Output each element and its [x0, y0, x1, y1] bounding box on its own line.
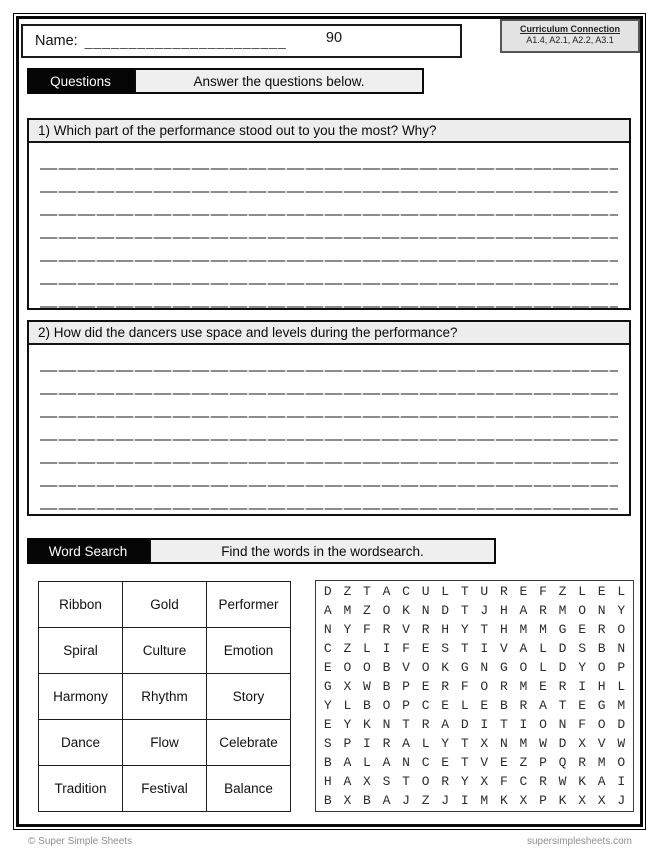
- grid-letter: O: [597, 717, 606, 732]
- grid-letter: I: [578, 679, 586, 694]
- grid-letter: L: [441, 584, 450, 599]
- grid-letter: J: [617, 793, 626, 808]
- grid-letter: K: [499, 793, 508, 808]
- grid-letter: N: [617, 641, 626, 656]
- grid-letter: B: [382, 679, 391, 694]
- grid-letter: O: [363, 660, 371, 675]
- grid-letter: X: [578, 793, 586, 808]
- grid-letter: R: [421, 622, 430, 637]
- grid-letter: Z: [558, 584, 567, 599]
- grid-letter: Y: [578, 660, 586, 675]
- question-1-box: [27, 118, 631, 310]
- grid-letter: L: [539, 641, 547, 656]
- grid-letter: O: [617, 755, 626, 770]
- wordsearch-grid-row: [318, 715, 631, 734]
- grid-letter: G: [597, 698, 606, 713]
- question-2-box: [27, 320, 631, 516]
- grid-letter: T: [499, 717, 508, 732]
- grid-letter: M: [480, 793, 489, 808]
- grid-letter: V: [402, 622, 410, 637]
- grid-letter: D: [558, 660, 567, 675]
- page-content: [16, 16, 643, 827]
- grid-letter: E: [323, 717, 332, 732]
- grid-letter: R: [597, 622, 606, 637]
- answer-line: [40, 370, 618, 372]
- grid-letter: S: [441, 641, 450, 656]
- grid-letter: X: [343, 679, 352, 694]
- grid-letter: V: [499, 641, 508, 656]
- grid-letter: D: [441, 603, 450, 618]
- word-bank-table: [38, 581, 291, 812]
- questions-section-header: [27, 68, 424, 94]
- grid-letter: Y: [460, 622, 469, 637]
- answer-line: [40, 393, 618, 395]
- grid-letter: Z: [363, 603, 371, 618]
- grid-letter: A: [343, 774, 352, 789]
- grid-letter: R: [382, 622, 391, 637]
- word-bank-row: [39, 674, 291, 720]
- answer-line: [40, 260, 618, 262]
- grid-letter: F: [363, 622, 371, 637]
- grid-letter: J: [441, 793, 450, 808]
- grid-letter: R: [578, 755, 586, 770]
- grid-letter: R: [441, 774, 450, 789]
- wordsearch-section-header: [27, 538, 496, 564]
- grid-letter: B: [499, 698, 508, 713]
- grid-letter: L: [617, 679, 626, 694]
- grid-letter: V: [480, 755, 489, 770]
- answer-line: [40, 168, 618, 170]
- grid-letter: L: [460, 698, 469, 713]
- grid-letter: K: [363, 717, 371, 732]
- grid-letter: G: [558, 622, 567, 637]
- grid-letter: X: [597, 793, 606, 808]
- grid-letter: Z: [519, 755, 528, 770]
- grid-letter: A: [441, 717, 450, 732]
- grid-letter: N: [382, 717, 391, 732]
- grid-letter: W: [558, 774, 567, 789]
- grid-letter: O: [382, 698, 391, 713]
- grid-letter: E: [480, 698, 489, 713]
- grid-letter: V: [597, 736, 606, 751]
- word-bank-cell: Flow: [123, 720, 207, 766]
- grid-letter: Y: [460, 774, 469, 789]
- wordsearch-grid: [315, 580, 634, 812]
- grid-letter: B: [597, 641, 606, 656]
- grid-letter: X: [480, 774, 489, 789]
- grid-letter: Z: [421, 793, 430, 808]
- word-bank-cell: Harmony: [39, 674, 123, 720]
- answer-line: [40, 237, 618, 239]
- grid-letter: T: [558, 698, 567, 713]
- wordsearch-section-instruction: Find the words in the wordsearch.: [149, 538, 496, 564]
- grid-letter: Q: [558, 755, 567, 770]
- grid-letter: L: [421, 736, 430, 751]
- answer-line: [40, 462, 618, 464]
- word-bank-cell: Rhythm: [123, 674, 207, 720]
- grid-letter: Z: [343, 584, 352, 599]
- grid-letter: N: [558, 717, 567, 732]
- grid-letter: R: [441, 679, 450, 694]
- grid-letter: C: [421, 755, 430, 770]
- grid-letter: X: [480, 736, 489, 751]
- grid-letter: I: [363, 736, 371, 751]
- grid-letter: W: [363, 679, 371, 694]
- word-bank-cell: Dance: [39, 720, 123, 766]
- grid-letter: N: [480, 660, 489, 675]
- grid-letter: U: [480, 584, 489, 599]
- grid-letter: O: [539, 717, 547, 732]
- grid-letter: R: [539, 774, 547, 789]
- grid-letter: D: [323, 584, 332, 599]
- grid-letter: B: [382, 660, 391, 675]
- grid-letter: F: [499, 774, 508, 789]
- grid-letter: R: [558, 679, 567, 694]
- grid-letter: S: [382, 774, 391, 789]
- grid-letter: E: [597, 584, 606, 599]
- word-bank-cell: Story: [207, 674, 291, 720]
- page-number: 90: [325, 30, 343, 46]
- grid-letter: F: [402, 641, 410, 656]
- grid-letter: M: [558, 603, 567, 618]
- grid-letter: R: [421, 717, 430, 732]
- grid-letter: P: [343, 736, 352, 751]
- answer-line: [40, 191, 618, 193]
- grid-letter: D: [558, 736, 567, 751]
- wordsearch-grid-row: [318, 620, 631, 639]
- grid-letter: Y: [617, 603, 626, 618]
- grid-letter: F: [460, 679, 469, 694]
- curriculum-title: Curriculum Connection: [519, 24, 620, 34]
- grid-letter: P: [402, 679, 410, 694]
- grid-letter: R: [539, 603, 547, 618]
- grid-letter: A: [323, 603, 332, 618]
- grid-letter: B: [363, 698, 371, 713]
- grid-letter: A: [382, 793, 391, 808]
- copyright-text: © Super Simple Sheets: [28, 836, 133, 847]
- grid-letter: E: [539, 679, 547, 694]
- grid-letter: K: [441, 660, 450, 675]
- grid-letter: A: [519, 603, 528, 618]
- grid-letter: U: [421, 584, 430, 599]
- grid-letter: L: [578, 584, 586, 599]
- grid-letter: F: [578, 717, 586, 732]
- grid-letter: H: [499, 603, 508, 618]
- grid-letter: W: [539, 736, 547, 751]
- grid-letter: M: [343, 603, 352, 618]
- wordsearch-grid-row: [318, 582, 631, 601]
- grid-letter: W: [617, 736, 626, 751]
- grid-letter: H: [323, 774, 332, 789]
- grid-letter: G: [323, 679, 332, 694]
- grid-letter: M: [597, 755, 606, 770]
- grid-letter: L: [617, 584, 626, 599]
- curriculum-connection-box: [500, 19, 640, 53]
- grid-letter: E: [441, 755, 450, 770]
- grid-letter: M: [519, 622, 528, 637]
- questions-section-label: Questions: [27, 68, 134, 94]
- grid-letter: C: [323, 641, 332, 656]
- grid-letter: C: [421, 698, 430, 713]
- wordsearch-grid-row: [318, 658, 631, 677]
- grid-letter: H: [499, 622, 508, 637]
- grid-letter: B: [323, 755, 332, 770]
- grid-letter: K: [402, 603, 410, 618]
- grid-letter: R: [519, 698, 528, 713]
- wordsearch-grid-row: [318, 753, 631, 772]
- grid-letter: T: [402, 774, 410, 789]
- grid-letter: X: [363, 774, 371, 789]
- grid-letter: O: [578, 603, 586, 618]
- grid-letter: T: [363, 584, 371, 599]
- curriculum-codes: A1.4, A2.1, A2.2, A3.1: [526, 35, 614, 45]
- wordsearch-grid-row: [318, 791, 631, 810]
- grid-letter: A: [539, 698, 547, 713]
- word-bank-cell: Performer: [207, 582, 291, 628]
- grid-letter: Y: [441, 736, 450, 751]
- wordsearch-grid-row: [318, 639, 631, 658]
- grid-letter: T: [480, 622, 489, 637]
- grid-letter: D: [558, 641, 567, 656]
- wordsearch-grid-row: [318, 696, 631, 715]
- word-bank-cell: Tradition: [39, 766, 123, 812]
- question-2-text: 2) How did the dancers use space and levels during the performance?: [29, 322, 629, 345]
- grid-letter: N: [421, 603, 430, 618]
- grid-letter: H: [441, 622, 450, 637]
- grid-letter: T: [460, 755, 469, 770]
- grid-letter: B: [323, 793, 332, 808]
- grid-letter: Y: [343, 622, 352, 637]
- grid-letter: T: [460, 584, 469, 599]
- grid-letter: E: [578, 698, 586, 713]
- grid-letter: E: [519, 584, 528, 599]
- grid-letter: M: [539, 622, 547, 637]
- grid-letter: N: [499, 736, 508, 751]
- grid-letter: F: [539, 584, 547, 599]
- grid-letter: D: [460, 717, 469, 732]
- grid-letter: N: [402, 755, 410, 770]
- grid-letter: E: [441, 698, 450, 713]
- grid-letter: G: [460, 660, 469, 675]
- grid-letter: I: [617, 774, 626, 789]
- grid-letter: I: [382, 641, 391, 656]
- grid-letter: O: [421, 774, 430, 789]
- grid-letter: I: [480, 641, 489, 656]
- grid-letter: A: [343, 755, 352, 770]
- grid-letter: L: [343, 698, 352, 713]
- grid-letter: Y: [343, 717, 352, 732]
- answer-line: [40, 214, 618, 216]
- word-bank-cell: Balance: [207, 766, 291, 812]
- grid-letter: L: [363, 641, 371, 656]
- grid-letter: H: [597, 679, 606, 694]
- answer-line: [40, 508, 618, 510]
- website-text: supersimplesheets.com: [526, 836, 632, 847]
- grid-letter: T: [402, 717, 410, 732]
- grid-letter: T: [460, 603, 469, 618]
- grid-letter: Y: [323, 698, 332, 713]
- grid-letter: O: [617, 622, 626, 637]
- wordsearch-grid-row: [318, 772, 631, 791]
- word-bank-row: [39, 766, 291, 812]
- grid-letter: A: [382, 755, 391, 770]
- grid-letter: E: [499, 755, 508, 770]
- grid-letter: T: [460, 641, 469, 656]
- grid-letter: X: [519, 793, 528, 808]
- wordsearch-grid-row: [318, 601, 631, 620]
- grid-letter: O: [597, 660, 606, 675]
- word-bank-cell: Culture: [123, 628, 207, 674]
- wordsearch-section-label: Word Search: [27, 538, 149, 564]
- question-2-answer-lines: [29, 345, 629, 510]
- word-bank-cell: Emotion: [207, 628, 291, 674]
- grid-letter: Z: [343, 641, 352, 656]
- word-bank-row: [39, 720, 291, 766]
- questions-section-instruction: Answer the questions below.: [134, 68, 424, 94]
- grid-letter: O: [519, 660, 528, 675]
- grid-letter: O: [421, 660, 430, 675]
- answer-line: [40, 439, 618, 441]
- grid-letter: R: [499, 584, 508, 599]
- grid-letter: E: [421, 679, 430, 694]
- word-bank-cell: Celebrate: [207, 720, 291, 766]
- page-border: [13, 13, 646, 830]
- grid-letter: K: [558, 793, 567, 808]
- name-field-box: [21, 24, 462, 58]
- wordsearch-grid-row: [318, 734, 631, 753]
- grid-letter: P: [539, 793, 547, 808]
- grid-letter: M: [519, 736, 528, 751]
- word-bank-cell: Gold: [123, 582, 207, 628]
- grid-letter: L: [363, 755, 371, 770]
- grid-letter: P: [539, 755, 547, 770]
- grid-letter: M: [617, 698, 626, 713]
- wordsearch-grid-row: [318, 677, 631, 696]
- grid-letter: I: [519, 717, 528, 732]
- word-bank-cell: Festival: [123, 766, 207, 812]
- grid-letter: A: [597, 774, 606, 789]
- answer-line: [40, 485, 618, 487]
- grid-letter: B: [363, 793, 371, 808]
- grid-letter: I: [460, 793, 469, 808]
- word-bank-row: [39, 628, 291, 674]
- grid-letter: C: [519, 774, 528, 789]
- grid-letter: G: [499, 660, 508, 675]
- grid-letter: S: [323, 736, 332, 751]
- grid-letter: A: [402, 736, 410, 751]
- grid-letter: L: [539, 660, 547, 675]
- grid-letter: O: [343, 660, 352, 675]
- word-bank-row: [39, 582, 291, 628]
- word-bank-cell: Ribbon: [39, 582, 123, 628]
- grid-letter: P: [402, 698, 410, 713]
- grid-letter: D: [617, 717, 626, 732]
- grid-letter: J: [402, 793, 410, 808]
- grid-letter: A: [519, 641, 528, 656]
- grid-letter: O: [480, 679, 489, 694]
- grid-letter: R: [382, 736, 391, 751]
- grid-letter: N: [323, 622, 332, 637]
- grid-letter: M: [519, 679, 528, 694]
- question-1-answer-lines: [29, 143, 629, 308]
- grid-letter: E: [323, 660, 332, 675]
- answer-line: [40, 306, 618, 308]
- grid-letter: X: [343, 793, 352, 808]
- grid-letter: A: [382, 584, 391, 599]
- grid-letter: P: [617, 660, 626, 675]
- word-bank-cell: Spiral: [39, 628, 123, 674]
- answer-line: [40, 283, 618, 285]
- name-blank-line: _______________________: [84, 33, 287, 49]
- answer-line: [40, 416, 618, 418]
- grid-letter: O: [382, 603, 391, 618]
- question-1-text: 1) Which part of the performance stood out to you the most? Why?: [29, 120, 629, 143]
- grid-letter: E: [578, 622, 586, 637]
- grid-letter: E: [421, 641, 430, 656]
- grid-letter: K: [578, 774, 586, 789]
- grid-letter: T: [460, 736, 469, 751]
- grid-letter: S: [578, 641, 586, 656]
- grid-letter: R: [499, 679, 508, 694]
- grid-letter: V: [402, 660, 410, 675]
- grid-letter: X: [578, 736, 586, 751]
- grid-letter: I: [480, 717, 489, 732]
- grid-letter: C: [402, 584, 410, 599]
- name-label: Name:: [35, 33, 78, 49]
- grid-letter: J: [480, 603, 489, 618]
- grid-letter: N: [597, 603, 606, 618]
